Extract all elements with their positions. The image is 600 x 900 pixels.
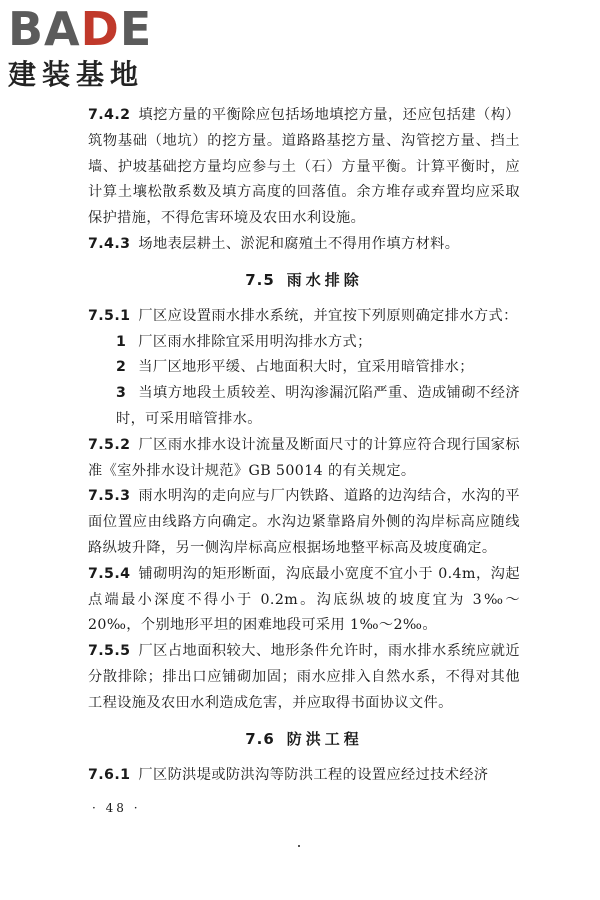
list-item-number: 1 (116, 333, 127, 350)
clause-number: 7.5.1 (88, 307, 131, 324)
clause-paragraph (88, 103, 520, 232)
list-item-text: 当厂区地形平缓、占地面积大时，宜采用暗管排水； (138, 359, 474, 376)
clause-number: 7.5.3 (88, 488, 131, 505)
clause-paragraph (88, 639, 520, 716)
clause-text: 厂区防洪堤或防洪沟等防洪工程的设置应经过技术经济 (138, 766, 489, 783)
section-heading (88, 729, 520, 749)
clause-number: 7.5.4 (88, 565, 131, 582)
list-item-number: 2 (116, 359, 127, 376)
clause-text: 填挖方量的平衡除应包括场地填挖方量，还应包括建（构）筑物基础（地坑）的挖方量。道路路基挖方量、沟管挖方量、挡土墙、护坡基础挖方量均应参与土（石）方量平衡。计算平衡时，应计算土壤松散系数及填方高度的回落值。余方堆存或弃置均应采取保护措施，不得危害环境及农田水利设施。 (88, 107, 520, 227)
list-item-number: 3 (116, 385, 127, 402)
logo-wordmark (8, 4, 178, 54)
section-number: 7.6 (245, 729, 275, 748)
clause-number: 7.5.2 (88, 436, 131, 453)
section-title: 防洪工程 (286, 729, 363, 748)
document-body (88, 103, 520, 788)
section-title: 雨水排除 (286, 270, 363, 289)
list-item (88, 355, 520, 381)
clause-text: 雨水明沟的走向应与厂内铁路、道路的边沟结合，水沟的平面位置应由线路方向确定。水沟边紧靠路肩外侧的沟岸标高应随线路纵坡升降，另一侧沟岸标高应根据场地整平标高及坡度确定。 (88, 488, 520, 556)
clause-text: 厂区应设置雨水排水系统，并宜按下列原则确定排水方式： (138, 307, 518, 324)
clause-number: 7.6.1 (88, 766, 131, 783)
list-item-text: 厂区雨水排除宜采用明沟排水方式； (138, 333, 372, 350)
section-number: 7.5 (245, 270, 275, 289)
clause-number: 7.4.2 (88, 107, 131, 123)
clause-paragraph (88, 433, 520, 485)
clause-paragraph (88, 232, 520, 258)
section-heading (88, 270, 520, 290)
scan-speck (298, 845, 300, 847)
clause-text: 厂区占地面积较大、地形条件允许时，雨水排水系统应就近分散排除；排出口应铺砌加固；雨水应排入自然水系，不得对其他工程设施及农田水利造成危害，并应取得书面协议文件。 (88, 643, 520, 711)
logo-wordmark-part: BA (8, 2, 81, 56)
clause-paragraph (88, 562, 520, 639)
logo-wordmark-part: E (119, 2, 153, 56)
list-item (88, 330, 520, 356)
clause-paragraph (88, 484, 520, 561)
clause-paragraph (88, 304, 520, 330)
clause-text: 铺砌明沟的矩形断面，沟底最小宽度不宜小于 0.4m，沟起点端最小深度不得小于 0.2m。沟底纵坡的坡度宜为 3‰～20‰，个别地形平坦的困难地段可采用 1‰～2‰。 (88, 565, 520, 634)
clause-paragraph (88, 763, 520, 789)
list-item-text: 当填方地段土质较差、明沟渗漏沉陷严重、造成铺砌不经济时，可采用暗管排水。 (116, 385, 520, 427)
logo-wordmark-accent: D (80, 2, 120, 56)
clause-text: 场地表层耕土、淤泥和腐殖土不得用作填方材料。 (138, 235, 460, 252)
clause-number: 7.4.3 (88, 235, 131, 252)
logo (8, 4, 178, 92)
clause-number: 7.5.5 (88, 643, 131, 660)
clause-text: 厂区雨水排水设计流量及断面尺寸的计算应符合现行国家标准《室外排水设计规范》GB 50014 的有关规定。 (88, 436, 520, 479)
page-number: · 48 · (92, 801, 141, 815)
logo-chinese-name: 建装基地 (8, 58, 145, 91)
list-item (88, 381, 520, 433)
